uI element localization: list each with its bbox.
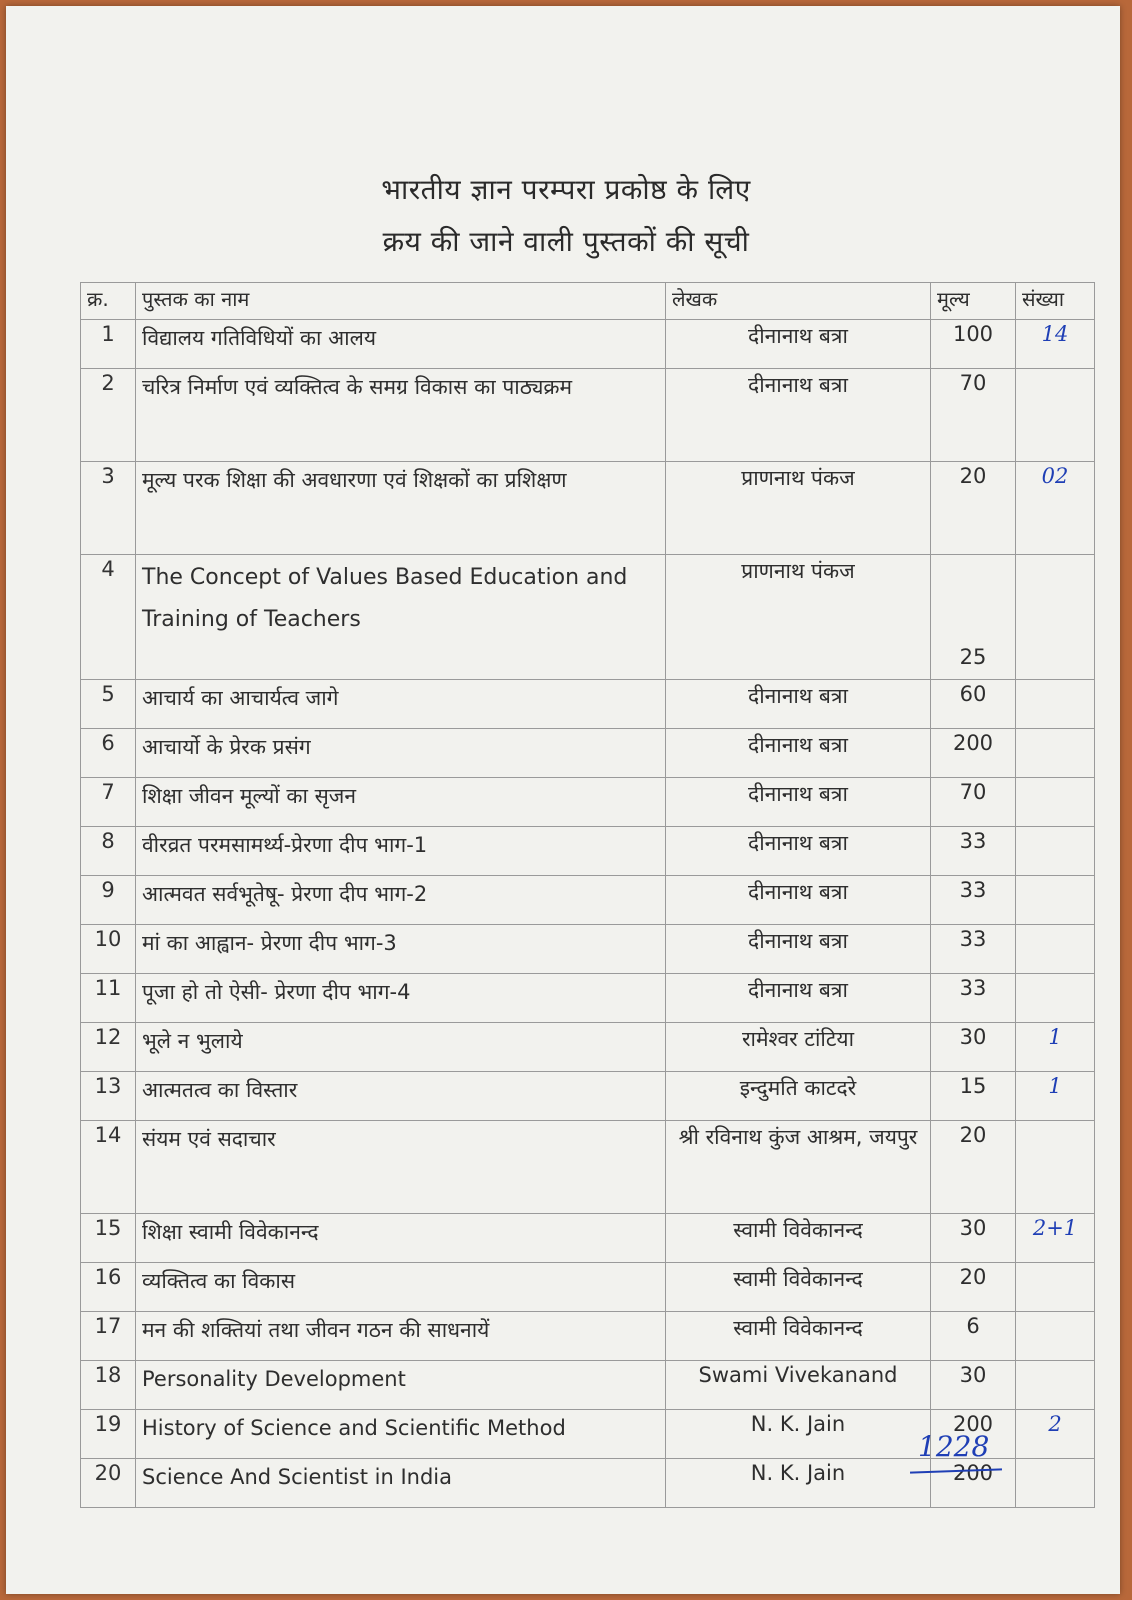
document-title-line2: क्रय की जाने वाली पुस्तकों की सूची [382,225,750,258]
quantity [1016,974,1095,1023]
table-row [81,1263,1095,1312]
quantity [1016,1361,1095,1410]
author: इन्दुमति काटदरे [666,1072,931,1121]
quantity: 14 [1016,320,1095,369]
author: दीनानाथ बत्रा [666,729,931,778]
author: दीनानाथ बत्रा [666,778,931,827]
serial-no: 2 [81,369,136,462]
quantity [1016,778,1095,827]
book-name: History of Science and Scientific Method [136,1410,666,1459]
book-name: भूले न भुलाये [136,1023,666,1072]
book-name: मां का आह्वान- प्रेरणा दीप भाग-3 [136,925,666,974]
book-name: आचार्यो के प्रेरक प्रसंग [136,729,666,778]
book-name: पूजा हो तो ऐसी- प्रेरणा दीप भाग-4 [136,974,666,1023]
table-row [81,1361,1095,1410]
book-name: संयम एवं सदाचार [136,1121,666,1214]
quantity [1016,680,1095,729]
author: प्राणनाथ पंकज [666,555,931,680]
book-name: Personality Development [136,1361,666,1410]
quantity [1016,1312,1095,1361]
book-name: The Concept of Values Based Education and Training of Teachers [136,555,666,680]
quantity: 1 [1016,1023,1095,1072]
table-row [81,876,1095,925]
serial-no: 20 [81,1459,136,1508]
table-row [81,1023,1095,1072]
book-name: आत्मवत सर्वभूतेषू- प्रेरणा दीप भाग-2 [136,876,666,925]
price: 33 [931,876,1016,925]
table-header-row [81,283,1095,320]
header-price: मूल्य [931,283,1016,320]
book-name: चरित्र निर्माण एवं व्यक्तित्व के समग्र विकास का पाठ्यक्रम [136,369,666,462]
serial-no: 6 [81,729,136,778]
author: प्राणनाथ पंकज [666,462,931,555]
book-list-table [80,282,1095,1508]
author: दीनानाथ बत्रा [666,320,931,369]
serial-no: 10 [81,925,136,974]
price: 15 [931,1072,1016,1121]
book-name: मूल्य परक शिक्षा की अवधारणा एवं शिक्षकों का प्रशिक्षण [136,462,666,555]
author: श्री रविनाथ कुंज आश्रम, जयपुर [666,1121,931,1214]
book-name: आत्मतत्व का विस्तार [136,1072,666,1121]
header-book-name: पुस्तक का नाम [136,283,666,320]
quantity: 2+1 [1016,1214,1095,1263]
table-row [81,555,1095,680]
price: 20 [931,462,1016,555]
book-name: शिक्षा जीवन मूल्यों का सृजन [136,778,666,827]
book-name: Science And Scientist in India [136,1459,666,1508]
table-row [81,369,1095,462]
quantity: 02 [1016,462,1095,555]
quantity [1016,555,1095,680]
price: 200 [931,1459,1016,1508]
table-row [81,778,1095,827]
author: दीनानाथ बत्रा [666,369,931,462]
serial-no: 11 [81,974,136,1023]
table-row [81,680,1095,729]
price: 200 [931,1410,1016,1459]
serial-no: 13 [81,1072,136,1121]
price: 20 [931,1121,1016,1214]
serial-no: 8 [81,827,136,876]
quantity [1016,369,1095,462]
price: 30 [931,1023,1016,1072]
author: स्वामी विवेकानन्द [666,1312,931,1361]
table-row [81,1312,1095,1361]
table-row [81,974,1095,1023]
price: 25 [931,555,1016,680]
book-name: वीरव्रत परमसामर्थ्य-प्रेरणा दीप भाग-1 [136,827,666,876]
price: 33 [931,827,1016,876]
table-row [81,729,1095,778]
author: Swami Vivekanand [666,1361,931,1410]
quantity [1016,827,1095,876]
serial-no: 15 [81,1214,136,1263]
price: 70 [931,778,1016,827]
author: दीनानाथ बत्रा [666,827,931,876]
price: 30 [931,1214,1016,1263]
document-title-line1: भारतीय ज्ञान परम्परा प्रकोष्ठ के लिए [381,173,751,206]
price: 60 [931,680,1016,729]
price: 33 [931,974,1016,1023]
author: N. K. Jain [666,1459,931,1508]
price: 6 [931,1312,1016,1361]
author: स्वामी विवेकानन्द [666,1214,931,1263]
serial-no: 14 [81,1121,136,1214]
table-row [81,925,1095,974]
serial-no: 12 [81,1023,136,1072]
author: दीनानाथ बत्रा [666,680,931,729]
header-serial-no: क्र. [81,283,136,320]
book-name: व्यक्तित्व का विकास [136,1263,666,1312]
quantity [1016,729,1095,778]
serial-no: 17 [81,1312,136,1361]
author: दीनानाथ बत्रा [666,974,931,1023]
handwritten-total: 1228 [918,1430,990,1463]
header-author: लेखक [666,283,931,320]
book-name: आचार्य का आचार्यत्व जागे [136,680,666,729]
quantity: 2 [1016,1410,1095,1459]
table-row [81,1072,1095,1121]
price: 200 [931,729,1016,778]
author: N. K. Jain [666,1410,931,1459]
serial-no: 19 [81,1410,136,1459]
serial-no: 1 [81,320,136,369]
price: 100 [931,320,1016,369]
book-name: मन की शक्तियां तथा जीवन गठन की साधनायें [136,1312,666,1361]
quantity: 1 [1016,1072,1095,1121]
table-row [81,462,1095,555]
table-row [81,827,1095,876]
table-row [81,1121,1095,1214]
serial-no: 5 [81,680,136,729]
quantity [1016,1263,1095,1312]
quantity [1016,1459,1095,1508]
table-row [81,320,1095,369]
quantity [1016,1121,1095,1214]
price: 33 [931,925,1016,974]
book-name: विद्यालय गतिविधियों का आलय [136,320,666,369]
table-row [81,1214,1095,1263]
price: 70 [931,369,1016,462]
author: दीनानाथ बत्रा [666,925,931,974]
serial-no: 16 [81,1263,136,1312]
author: रामेश्वर टांटिया [666,1023,931,1072]
serial-no: 18 [81,1361,136,1410]
serial-no: 3 [81,462,136,555]
serial-no: 4 [81,555,136,680]
book-name: शिक्षा स्वामी विवेकानन्द [136,1214,666,1263]
quantity [1016,876,1095,925]
price: 30 [931,1361,1016,1410]
serial-no: 7 [81,778,136,827]
quantity [1016,925,1095,974]
author: दीनानाथ बत्रा [666,876,931,925]
header-quantity: संख्या [1016,283,1095,320]
table-row [81,1459,1095,1508]
price: 20 [931,1263,1016,1312]
serial-no: 9 [81,876,136,925]
author: स्वामी विवेकानन्द [666,1263,931,1312]
